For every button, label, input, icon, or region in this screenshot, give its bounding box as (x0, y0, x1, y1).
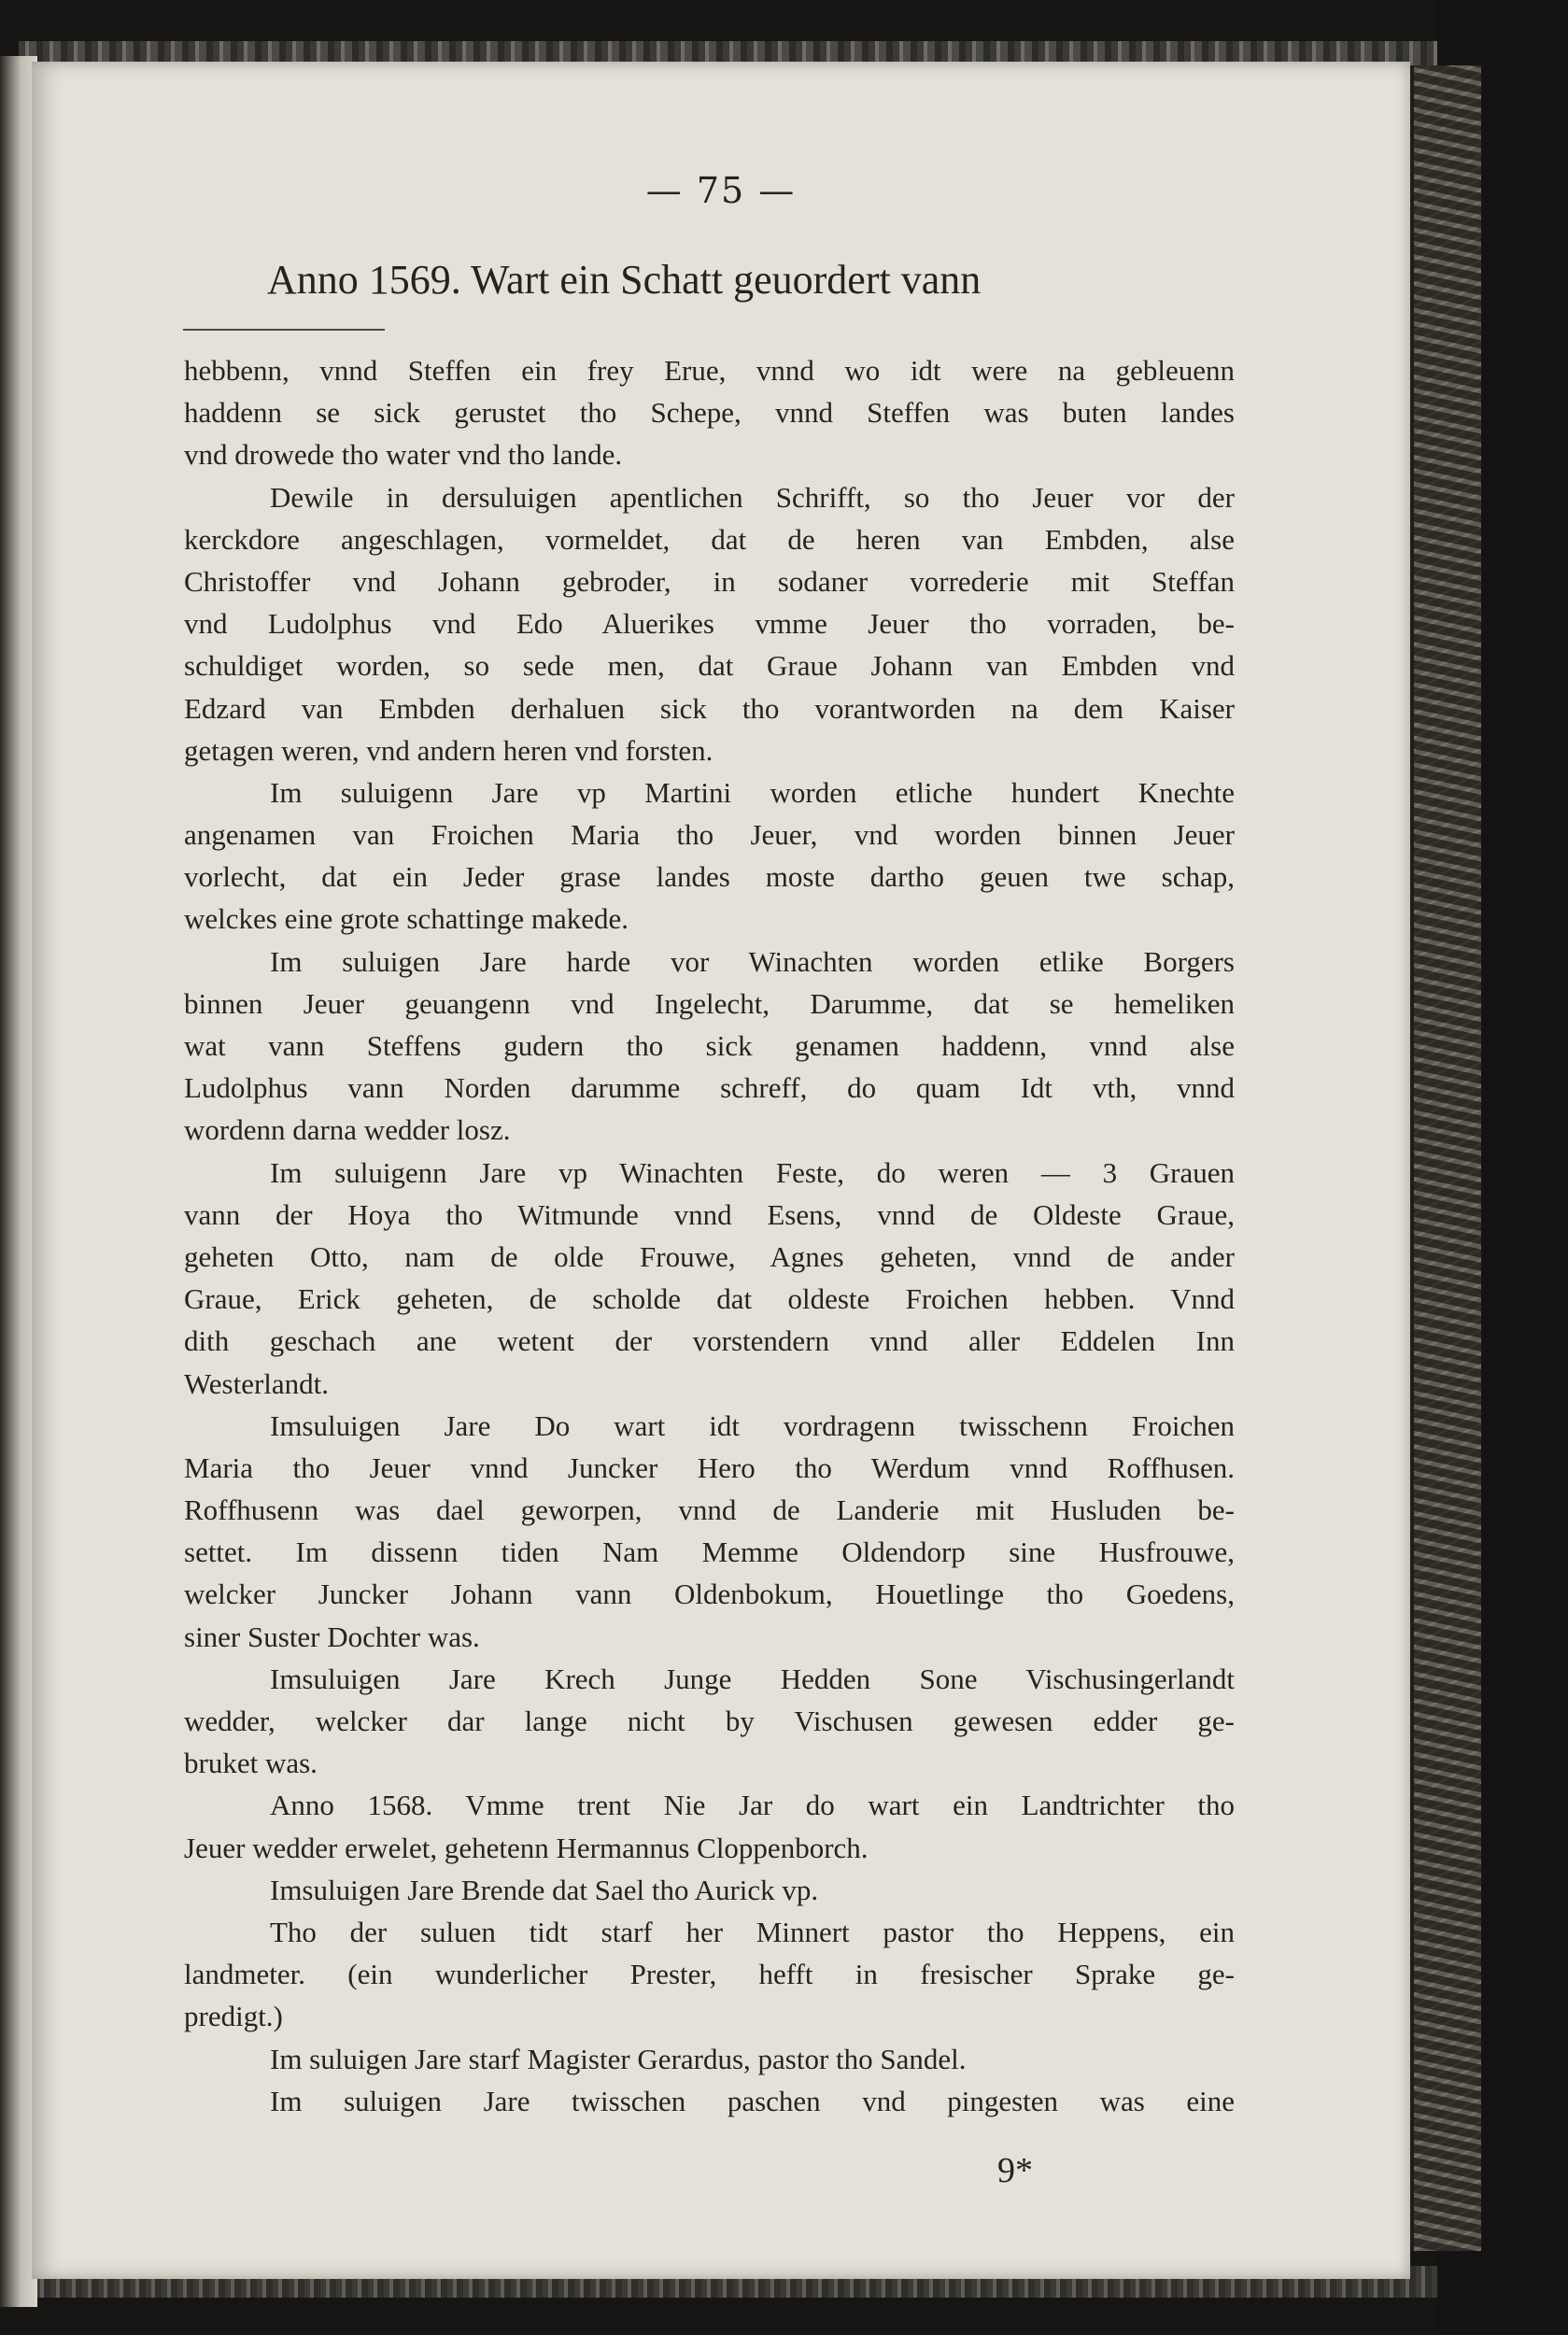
text-line: vorlecht, dat ein Jeder grase landes moste dartho geuen twe schap, (184, 860, 1235, 894)
text-line: welcker Juncker Johann vann Oldenbokum, Houetlinge tho Goedens, (184, 1578, 1235, 1611)
text-line: Im suluigenn Jare vp Winachten Feste, do weren — 3 Grauen (270, 1155, 1235, 1189)
signature-mark: 9* (997, 2151, 1033, 2190)
text-line: wedder, welcker dar lange nicht by Vischusen gewesen edder ge- (184, 1705, 1235, 1737)
text-line: Imsuluigen Jare Do wart idt vordragenn twisschenn Froichen (270, 1408, 1235, 1442)
text-line: Im suluigenn Jare vp Martini worden etliche hundert Knechte (270, 775, 1235, 809)
text-line: schuldiget worden, so sede men, dat Graue Johann van Embden vnd (184, 649, 1235, 683)
text-line: landmeter. (ein wunderlicher Prester, hefft in fresischer Sprake ge- (184, 1958, 1235, 1991)
text-line: Jeuer wedder erwelet, gehetenn Hermannus Cloppenborch. (184, 1831, 869, 1864)
text-line: vann der Hoya tho Witmunde vnnd Esens, vnnd de Oldeste Graue, (184, 1197, 1235, 1231)
text-line: Maria tho Jeuer vnnd Juncker Hero tho Werdum vnnd Roffhusen. (184, 1451, 1235, 1484)
text-line: wordenn darna wedder losz. (184, 1113, 511, 1147)
text-line: Edzard van Embden derhaluen sick tho vorantworden na dem Kaiser (184, 691, 1235, 725)
body-text (184, 349, 1235, 2122)
text-line: Westerlandt. (184, 1366, 330, 1400)
text-line: settet. Im dissenn tiden Nam Memme Oldendorp sine Husfrouwe, (184, 1535, 1235, 1569)
text-line: welckes eine grote schattinge makede. (184, 902, 629, 936)
text-line: siner Suster Dochter was. (184, 1620, 480, 1653)
text-line: kerckdore angeschlagen, vormeldet, dat de heren van Embden, alse (184, 522, 1235, 556)
text-line: getagen weren, vnd andern heren vnd forsten. (184, 733, 713, 767)
text-line: angenamen van Froichen Maria tho Jeuer, vnd worden binnen Jeuer (184, 818, 1235, 852)
text-line: hebbenn, vnnd Steffen ein frey Erue, vnnd wo idt were na gebleuenn (184, 354, 1235, 387)
page-number: — 75 — (645, 170, 797, 211)
heading-rule (183, 329, 385, 331)
text-line: binnen Jeuer geuangenn vnd Ingelecht, Darumme, dat se hemeliken (184, 986, 1235, 1020)
text-line: Anno 1568. Vmme trent Nie Jar do wart ein Landtrichter tho (270, 1789, 1235, 1822)
book-page (32, 62, 1410, 2279)
text-line: wat vann Steffens gudern tho sick genamen haddenn, vnnd alse (184, 1029, 1235, 1062)
text-line: Imsuluigen Jare Brende dat Sael tho Aurick vp. (270, 1873, 819, 1906)
text-line: Im suluigen Jare starf Magister Gerardus, pastor tho Sandel. (270, 2042, 967, 2075)
text-line: Im suluigen Jare twisschen paschen vnd pingesten was eine (270, 2084, 1235, 2117)
text-line: haddenn se sick gerustet tho Schepe, vnnd Steffen was buten landes (184, 396, 1235, 430)
text-line: vnd drowede tho water vnd tho lande. (184, 438, 623, 472)
text-line: geheten Otto, nam de olde Frouwe, Agnes geheten, vnnd de ander (184, 1239, 1235, 1273)
text-line: Christoffer vnd Johann gebroder, in sodaner vorrederie mit Steffan (184, 564, 1235, 598)
text-line: predigt.) (184, 2000, 283, 2033)
text-line: Imsuluigen Jare Krech Junge Hedden Sone Vischusingerlandt (270, 1662, 1235, 1695)
text-line: Graue, Erick geheten, de scholde dat oldeste Froichen hebben. Vnnd (184, 1282, 1235, 1316)
text-line: dith geschach ane wetent der vorstendern vnnd aller Eddelen Inn (184, 1324, 1235, 1358)
marbled-page-edge (1410, 65, 1481, 2251)
text-line: vnd Ludolphus vnd Edo Aluerikes vmme Jeuer tho vorraden, be- (184, 607, 1235, 641)
text-line: Ludolphus vann Norden darumme schreff, do quam Idt vth, vnnd (184, 1071, 1235, 1105)
page-heading: Anno 1569. Wart ein Schatt geuordert vann (267, 257, 982, 303)
text-line: Dewile in dersuluigen apentlichen Schrifft, so tho Jeuer vor der (270, 480, 1235, 514)
text-line: Roffhusenn was dael geworpen, vnnd de Landerie mit Husluden be- (184, 1493, 1235, 1527)
text-line: Im suluigen Jare harde vor Winachten worden etlike Borgers (270, 944, 1235, 978)
text-line: bruket was. (184, 1747, 318, 1780)
text-line: Tho der suluen tidt starf her Minnert pastor tho Heppens, ein (270, 1915, 1235, 1948)
